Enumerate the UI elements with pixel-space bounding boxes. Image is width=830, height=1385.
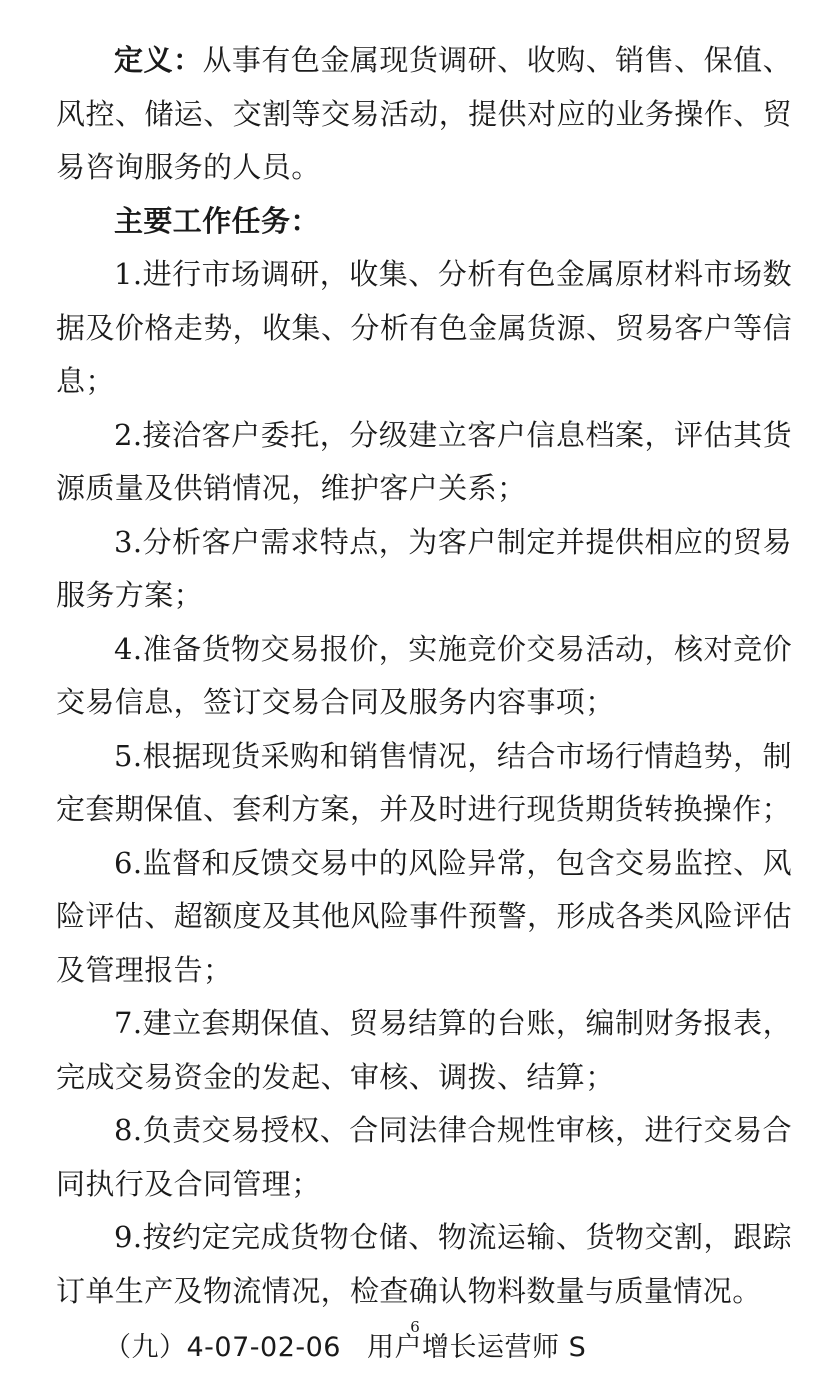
task-item-8: 8.负责交易授权、合同法律合规性审核，进行交易合同执行及合同管理； — [56, 1113, 792, 1201]
task-item-2: 2.接洽客户委托，分级建立客户信息档案，评估其货源质量及供销情况，维护客户关系； — [56, 417, 792, 505]
document-body — [56, 34, 792, 1378]
task-item-5: 5.根据现货采购和销售情况，结合市场行情趋势，制定套期保值、套利方案，并及时进行现货期货转换操作； — [56, 738, 792, 826]
task-item-4: 4.准备货物交易报价，实施竞价交易活动，核对竞价交易信息，签订交易合同及服务内容事项； — [56, 631, 792, 719]
definition-paragraph — [56, 34, 792, 195]
occupation-code: （九）4-07-02-06 — [104, 1332, 341, 1363]
occupation-title: 用户增长运营师 S — [366, 1332, 587, 1363]
task-item-6: 6.监督和反馈交易中的风险异常，包含交易监控、风险评估、超额度及其他风险事件预警，形成各类风险评估及管理报告； — [56, 845, 792, 987]
tasks-heading: 主要工作任务： — [114, 203, 320, 238]
task-item-7: 7.建立套期保值、贸易结算的台账，编制财务报表，完成交易资金的发起、审核、调拨、结算； — [56, 1006, 792, 1094]
definition-text: 从事有色金属现货调研、收购、销售、保值、风控、储运、交割等交易活动，提供对应的业务操作、贸易咨询服务的人员。 — [56, 43, 792, 184]
task-item-1: 1.进行市场调研，收集、分析有色金属原材料市场数据及价格走势，收集、分析有色金属货源、贸易客户等信息； — [56, 257, 792, 398]
task-item-3: 3.分析客户需求特点，为客户制定并提供相应的贸易服务方案； — [56, 524, 792, 612]
task-item-9: 9.按约定完成货物仓储、物流运输、货物交割，跟踪订单生产及物流情况，检查确认物料数量与质量情况。 — [56, 1220, 792, 1308]
page-number: 6 — [410, 1318, 420, 1336]
definition-label: 定义： — [114, 43, 203, 77]
